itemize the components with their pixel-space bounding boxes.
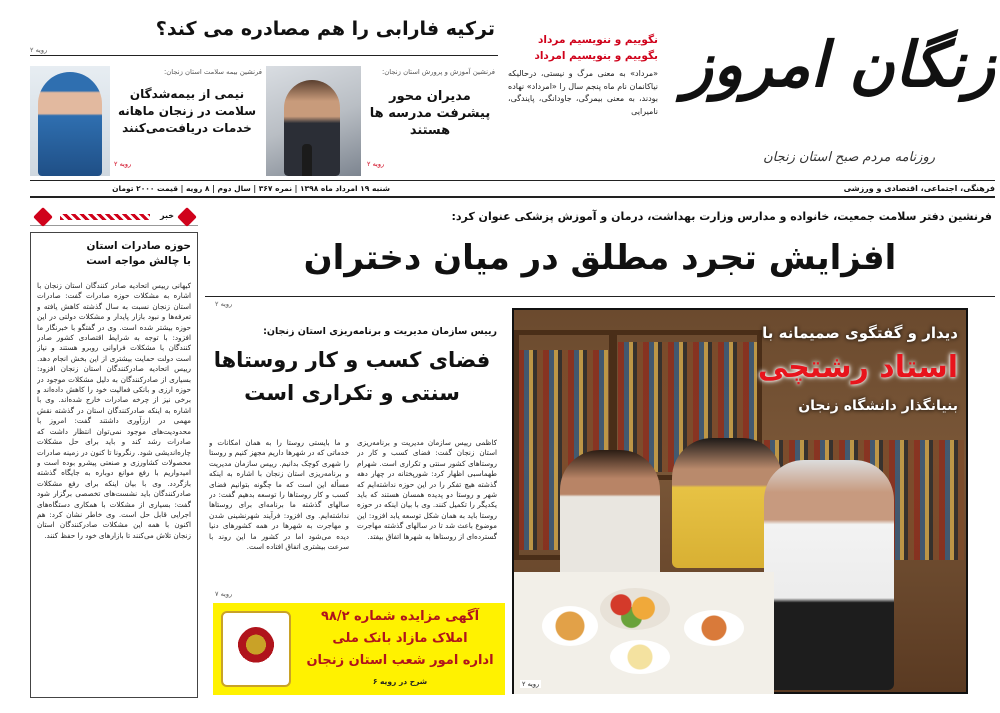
mid-page-top: رویه ۲ (215, 300, 233, 308)
slogan-body: «مرداد» به معنی مرگ و نیستی، درحالیکه نیاکانمان نام ماه پنجم سال را «امرداد» نهاده بودند، به معنی بیمرگی، جاودانگی، پایندگی، نامیرایی (508, 69, 658, 116)
mid-article (205, 298, 505, 603)
manager-page: رویه ۲ (367, 160, 385, 168)
left-bar-fill (60, 214, 150, 220)
mid-col-left: و ما بایستی روستا را به همان امکانات و خدماتی که در شهرها داریم مجهز کنیم و روستا را شهری کوچک بدانیم. رییس سازمان مدیریت و برنامه‌ریزی استان زنجان با اشاره به اینکه مسأله این است که ما چگونه بتوانیم فضای کسب و کار روستاها را توسعه بدهیم گفت: در سالهای گذشته ما برنامه‌ای برای روستاها نداشته‌ایم. وی افزود: فرآیند شهرنشینی شدن و مهاجرت به شهرها در همه کشورهای دنیا دیده می‌شود اما در کشور ما این روند با سرعت بیشتری اتفاق افتاده است. (209, 438, 349, 552)
left-column-box (30, 232, 198, 698)
ad-line4: شرح در رویه ۶ (372, 677, 428, 686)
bank-logo-icon (221, 611, 291, 687)
insurance-photo (30, 66, 110, 176)
insurance-kicker: فرنشین بیمه سلامت استان زنجان: (163, 68, 262, 76)
insurance-box (112, 66, 262, 176)
photo-kicker: دیدار و گفتگوی صمیمانه با (762, 324, 958, 342)
left-column-label: خبر (159, 211, 174, 220)
person-left (560, 450, 660, 580)
ad-box[interactable] (213, 603, 505, 695)
ad-line2: املاک مازاد بانک ملی (332, 631, 468, 646)
lead-divider (205, 296, 995, 297)
manager-figure (284, 80, 340, 176)
plate-bottom (610, 640, 670, 674)
feature-photo (512, 308, 968, 694)
top-divider (30, 55, 498, 56)
subject-bar: فرهنگی، اجتماعی، اقتصادی و ورزشی (843, 184, 995, 193)
cake-plate (542, 606, 598, 646)
mid-col-right: کاظمی رییس سازمان مدیریت و برنامه‌ریزی استان زنجان گفت: فضای کسب و کار در روستاهای کشور سنتی و تکراری است. شهرام طهماسبی اظهار کرد: شورپختانه در چهار دهه گذشته هیچ تفکر را در این حوزه نداشته‌ایم که شهر و روستا دو پدیده همسان هستند که باید یکدیگر را تکمیل کنند. وی با بیان اینکه در حوزه روستا باید به همان شکل توسعه یابد افزود: این موضوع باعث شد تا در سالهای گذشته مهاجرت گسترده‌ای از روستاها به شهرها اتفاق بیفتد. (357, 438, 497, 541)
person-right (764, 460, 894, 690)
masthead-tagline: روزنامه مردم صبح استان زنجان (763, 150, 935, 165)
insurance-page: رویه ۲ (114, 160, 132, 168)
photo-subtitle: بنیانگذار دانشگاه زنجان (798, 398, 958, 414)
slogan-line1: نگوییم و ننویسیم مرداد (538, 34, 658, 46)
ad-line3: اداره امور شعب استان زنجان (306, 653, 494, 668)
microphone-icon (302, 144, 312, 176)
left-column-body: کیهانی رییس اتحادیه صادر کنندگان استان زنجان با اشاره به مشکلات حوزه صادرات گفت: صادرات استان زنجان نسبت به سال گذشته کاهش یافته و تعرفه‌ها و نبود بازار پایدار و مشکلات دولتی در این حوزه بیشتر شده است. وی در گفتگو با خبرنگار ما افزود: با توجه به شرایط اقتصادی کشور صادر کنندگان با مشکلات فراوانی روبرو هستند و نیاز است دولت حمایت بیشتری از این بخش انجام دهد. رییس اتحادیه صادرکنندگان استان زنجان افزود: بسیاری از صادرکنندگان به دلیل مشکلات موجود در حوزه ارزی و بانکی فعالیت خود را کاهش داده‌اند و برخی نیز از چرخه صادرات خارج شده‌اند. وی با اشاره به اینکه صادرکنندگان استان در گذشته نقش مهمی در ارزآوری داشتند گفت: امروز با محدودیت‌های موجود نمی‌توان انتظار داشت که صادرات رشد کند و باید برای حل مشکلات چاره‌اندیشی شود. رنگرونا تا کنون در زمینه صادرات محصولات کشاورزی و صنعتی پیشرو بوده است و امیدواریم با رفع موانع دوباره به جایگاه گذشته بازگردد. وی با بیان اینکه برای رفع مشکلات صادرکنندگان باید نشست‌های تخصصی برگزار شود گفت: بسیاری از مشکلات با همکاری دستگاه‌های اجرایی قابل حل است. وی خاطر نشان کرد: هم اکنون با همه این مشکلات صادرکنندگان استان زنجان تلاش می‌کنند تا بازارهای خود را حفظ کنند. (37, 281, 191, 540)
bank-logo-mark (237, 627, 275, 671)
lead-kicker: فرنشین دفتر سلامت جمعیت، خانواده و مدارس وزارت بهداشت، درمان و آموزش پزشکی عنوان کرد: (451, 210, 992, 223)
fruit-plate (600, 588, 670, 630)
top-headline-page: رویه ۲ (30, 46, 48, 54)
insurance-title: نیمی از بیمه‌شدگان سلامت در زنجان ماهانه خدمات دریافت‌می‌کنند (118, 87, 256, 135)
mid-kicker: رییس سازمان مدیریت و برنامه‌ریزی استان زنجان: (263, 326, 497, 337)
mid-page-bottom: رویه ۷ (215, 590, 233, 598)
date-bar: شنبه ۱۹ امرداد ماه ۱۳۹۸ | نمره ۳۶۷ | سال دوم | ۸ رویه | قیمت ۲۰۰۰ تومان (112, 184, 390, 193)
left-column-label-bar (30, 208, 198, 226)
left-column-title: حوزه صادرات استان با چالش مواجه است (86, 240, 191, 267)
photo-name: استاد رشتچی (757, 350, 958, 385)
diamond-icon (33, 207, 53, 227)
mid-title: فضای کسب و کار روستاها سنتی و تکراری است (213, 348, 491, 405)
manager-kicker: فرنشین آموزش و پرورش استان زنجان: (382, 68, 495, 76)
manager-title: مدیران محور پیشرفت مدرسه ها هستند (369, 89, 491, 138)
lead-title: افزایش تجرد مطلق در میان دختران (303, 238, 897, 278)
manager-photo (266, 66, 361, 176)
insurance-figure (38, 72, 102, 176)
masthead-logo: زنگان امروز (683, 28, 995, 101)
snack-plate (684, 610, 744, 646)
manager-box (365, 66, 495, 176)
ad-line1: آگهی مزایده شماره ۹۸/۲ (320, 609, 480, 624)
date-bar-top-rule (30, 180, 995, 181)
top-headline: ترکیه فارابی را هم مصادره می کند؟ (155, 18, 495, 40)
slogan-box (508, 30, 658, 170)
red-dot-icon (177, 207, 197, 227)
slogan-line2: بگوییم و بنویسیم امرداد (534, 50, 658, 62)
date-bar-bottom-rule (30, 196, 995, 198)
photo-page: رویه ۲ (522, 680, 540, 688)
